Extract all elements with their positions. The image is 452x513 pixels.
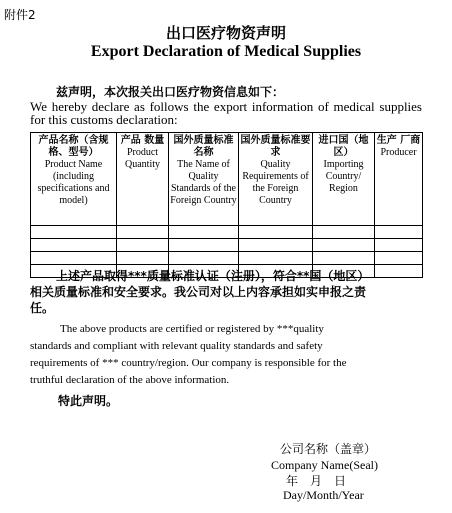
cell-standard-name[interactable] <box>169 239 239 252</box>
header-product-name: 产品名称（含规格、型号） Product Name (including specifications and model) <box>31 133 117 226</box>
cell-importing-country[interactable] <box>313 252 375 265</box>
attachment-label: 附件2 <box>4 8 36 22</box>
cell-producer[interactable] <box>375 252 423 265</box>
cell-standard-requirements[interactable] <box>239 252 313 265</box>
cell-quantity[interactable] <box>117 239 169 252</box>
header-producer: 生产 厂商 Producer <box>375 133 423 226</box>
supplies-table <box>30 132 423 278</box>
header-standard-name: 国外质量标准名称 The Name of Quality Standards of the Foreign Country <box>169 133 239 226</box>
cell-quantity[interactable] <box>117 226 169 239</box>
header-quantity: 产品 数量 Product Quantity <box>117 133 169 226</box>
cell-standard-name[interactable] <box>169 226 239 239</box>
header-importing-country: 进口国（地区） Importing Country/ Region <box>313 133 375 226</box>
cell-producer[interactable] <box>375 226 423 239</box>
header-standard-requirements: 国外质量标准要求 Quality Requirements of the Foreign Country <box>239 133 313 226</box>
cell-standard-name[interactable] <box>169 252 239 265</box>
cell-product-name[interactable] <box>31 252 117 265</box>
cell-quantity[interactable] <box>117 252 169 265</box>
company-name-label-chinese: 公司名称（盖章） <box>280 442 377 456</box>
cell-product-name[interactable] <box>31 226 117 239</box>
title-english: Export Declaration of Medical Supplies <box>90 43 362 60</box>
declaration-intro-chinese: 兹声明，本次报关出口医疗物资信息如下： <box>56 85 285 99</box>
cell-standard-requirements[interactable] <box>239 226 313 239</box>
date-label-chinese: 年 月 日 <box>286 474 347 488</box>
title-chinese: 出口医疗物资声明 <box>165 24 286 42</box>
closing-declaration: 特此声明。 <box>58 394 119 408</box>
table-row <box>31 239 423 252</box>
cell-producer[interactable] <box>375 239 423 252</box>
cell-standard-requirements[interactable] <box>239 239 313 252</box>
cell-importing-country[interactable] <box>313 239 375 252</box>
table-row <box>31 226 423 239</box>
date-label-english: Day/Month/Year <box>283 488 364 502</box>
company-name-label-english: Company Name(Seal) <box>271 458 378 472</box>
declaration-intro-english: We hereby declare as follows the export information of medical supplies for this customs declaration: <box>30 99 422 127</box>
table-row <box>31 252 423 265</box>
cell-importing-country[interactable] <box>313 226 375 239</box>
cell-product-name[interactable] <box>31 239 117 252</box>
certification-statement-chinese: 上述产品取得***质量标准认证（注册），符合**国（地区） 相关质量标准和安全要求。我公司对以上内容承担如实申报之责 任。 <box>30 269 370 315</box>
table-header-row <box>31 133 423 226</box>
certification-statement-english: The above products are certified or registered by ***quality standards and compliant with relevant quality standards and safety requirements of *** country/region. Our company is responsible for the truthful declaration of the above information. <box>30 323 347 386</box>
